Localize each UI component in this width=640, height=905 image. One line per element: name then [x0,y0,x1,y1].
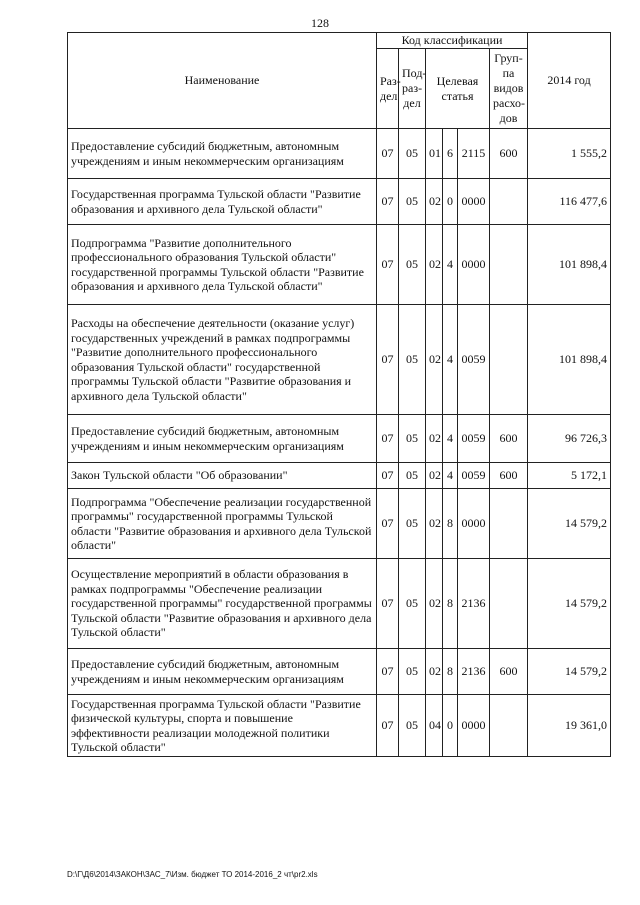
table-row [68,559,611,649]
header-name: Наименование [68,33,377,129]
budget-table [67,32,611,757]
row-expense-type: 600 [490,129,528,179]
row-expense-type: 600 [490,463,528,489]
row-name: Предоставление субсидий бюджетным, автономным учреждениям и иным некоммерческим организациям [68,415,377,463]
row-expense-type: 600 [490,649,528,695]
row-expense-type [490,695,528,757]
row-subsection: 05 [399,415,426,463]
row-section: 07 [377,415,399,463]
row-section: 07 [377,179,399,225]
row-section: 07 [377,489,399,559]
row-target-item-direction: 0059 [458,305,490,415]
row-subsection: 05 [399,489,426,559]
row-name: Государственная программа Тульской области "Развитие образования и архивного дела Тульской области" [68,179,377,225]
row-target-item-program: 02 [426,489,443,559]
row-subsection: 05 [399,649,426,695]
row-subsection: 05 [399,463,426,489]
header-target-item: Целевая статья [426,49,490,129]
row-amount-2014: 96 726,3 [528,415,611,463]
table-row [68,695,611,757]
row-name: Закон Тульской области "Об образовании" [68,463,377,489]
row-target-item-direction: 2115 [458,129,490,179]
row-expense-type: 600 [490,415,528,463]
row-section: 07 [377,225,399,305]
row-section: 07 [377,129,399,179]
row-subsection: 05 [399,129,426,179]
row-target-item-program: 02 [426,225,443,305]
row-amount-2014: 14 579,2 [528,649,611,695]
table-row [68,179,611,225]
row-target-item-direction: 0000 [458,225,490,305]
table-row [68,463,611,489]
row-amount-2014: 1 555,2 [528,129,611,179]
header-subsection: Под- раз- дел [399,49,426,129]
row-amount-2014: 14 579,2 [528,559,611,649]
row-subsection: 05 [399,179,426,225]
row-target-item-direction: 2136 [458,559,490,649]
row-name: Предоставление субсидий бюджетным, автономным учреждениям и иным некоммерческим организациям [68,129,377,179]
row-target-item-direction: 0000 [458,489,490,559]
row-target-item-direction: 0000 [458,695,490,757]
row-name: Подпрограмма "Обеспечение реализации государственной программы" государственной программы Тульской области "Развитие образования и архивного дела Тульской области" [68,489,377,559]
row-name: Подпрограмма "Развитие дополнительного профессионального образования Тульской области" государственной программы Тульской области "Развитие образования и архивного дела Тульской области" [68,225,377,305]
row-target-item-subprogram: 0 [443,179,458,225]
row-target-item-direction: 2136 [458,649,490,695]
row-amount-2014: 14 579,2 [528,489,611,559]
row-amount-2014: 116 477,6 [528,179,611,225]
page-number: 128 [311,16,329,30]
row-name: Осуществление мероприятий в области образования в рамках подпрограммы "Обеспечение реализации государственной программы" государственной программы Тульской области "Развитие образования и архивного дела Тульской области" [68,559,377,649]
row-section: 07 [377,463,399,489]
row-target-item-program: 01 [426,129,443,179]
row-target-item-subprogram: 4 [443,225,458,305]
row-section: 07 [377,695,399,757]
row-subsection: 05 [399,695,426,757]
row-subsection: 05 [399,559,426,649]
row-amount-2014: 5 172,1 [528,463,611,489]
row-amount-2014: 101 898,4 [528,225,611,305]
row-target-item-subprogram: 0 [443,695,458,757]
row-amount-2014: 19 361,0 [528,695,611,757]
row-expense-type [490,225,528,305]
row-name: Предоставление субсидий бюджетным, автономным учреждениям и иным некоммерческим организациям [68,649,377,695]
header-year: 2014 год [528,33,611,129]
table-row [68,305,611,415]
row-target-item-subprogram: 8 [443,649,458,695]
row-target-item-subprogram: 4 [443,415,458,463]
row-expense-type [490,489,528,559]
row-section: 07 [377,649,399,695]
row-target-item-subprogram: 8 [443,489,458,559]
row-name: Государственная программа Тульской области "Развитие физической культуры, спорта и повышение эффективности реализации молодежной политики Тульской области" [68,695,377,757]
table-row [68,649,611,695]
row-target-item-program: 02 [426,559,443,649]
row-subsection: 05 [399,305,426,415]
table-row [68,415,611,463]
table-row [68,129,611,179]
row-section: 07 [377,559,399,649]
row-target-item-direction: 0000 [458,179,490,225]
row-expense-type [490,559,528,649]
file-path-footer: D:\Г\Д6\2014\ЗАКОН\ЗАС_7\Изм. бюджет ТО 2014-2016_2 чт\pr2.xls [67,870,318,879]
row-expense-type [490,179,528,225]
header-classification-code: Код классификации [377,33,528,49]
row-expense-type [490,305,528,415]
row-amount-2014: 101 898,4 [528,305,611,415]
row-target-item-program: 02 [426,305,443,415]
row-target-item-subprogram: 4 [443,463,458,489]
table-row [68,489,611,559]
row-target-item-subprogram: 8 [443,559,458,649]
row-name: Расходы на обеспечение деятельности (оказание услуг) государственных учреждений в рамках подпрограммы "Развитие дополнительного профессионального образования Тульской области" государственной программы Тульской области "Развитие образования и архивного дела Тульской области" [68,305,377,415]
row-target-item-direction: 0059 [458,415,490,463]
row-subsection: 05 [399,225,426,305]
row-target-item-program: 02 [426,415,443,463]
row-target-item-program: 02 [426,463,443,489]
row-target-item-program: 02 [426,179,443,225]
row-target-item-direction: 0059 [458,463,490,489]
header-expense-type-group: Груп- па видов расхо- дов [490,49,528,129]
row-target-item-subprogram: 6 [443,129,458,179]
row-section: 07 [377,305,399,415]
row-target-item-program: 04 [426,695,443,757]
row-target-item-subprogram: 4 [443,305,458,415]
header-section: Раз- дел [377,49,399,129]
row-target-item-program: 02 [426,649,443,695]
table-row [68,225,611,305]
